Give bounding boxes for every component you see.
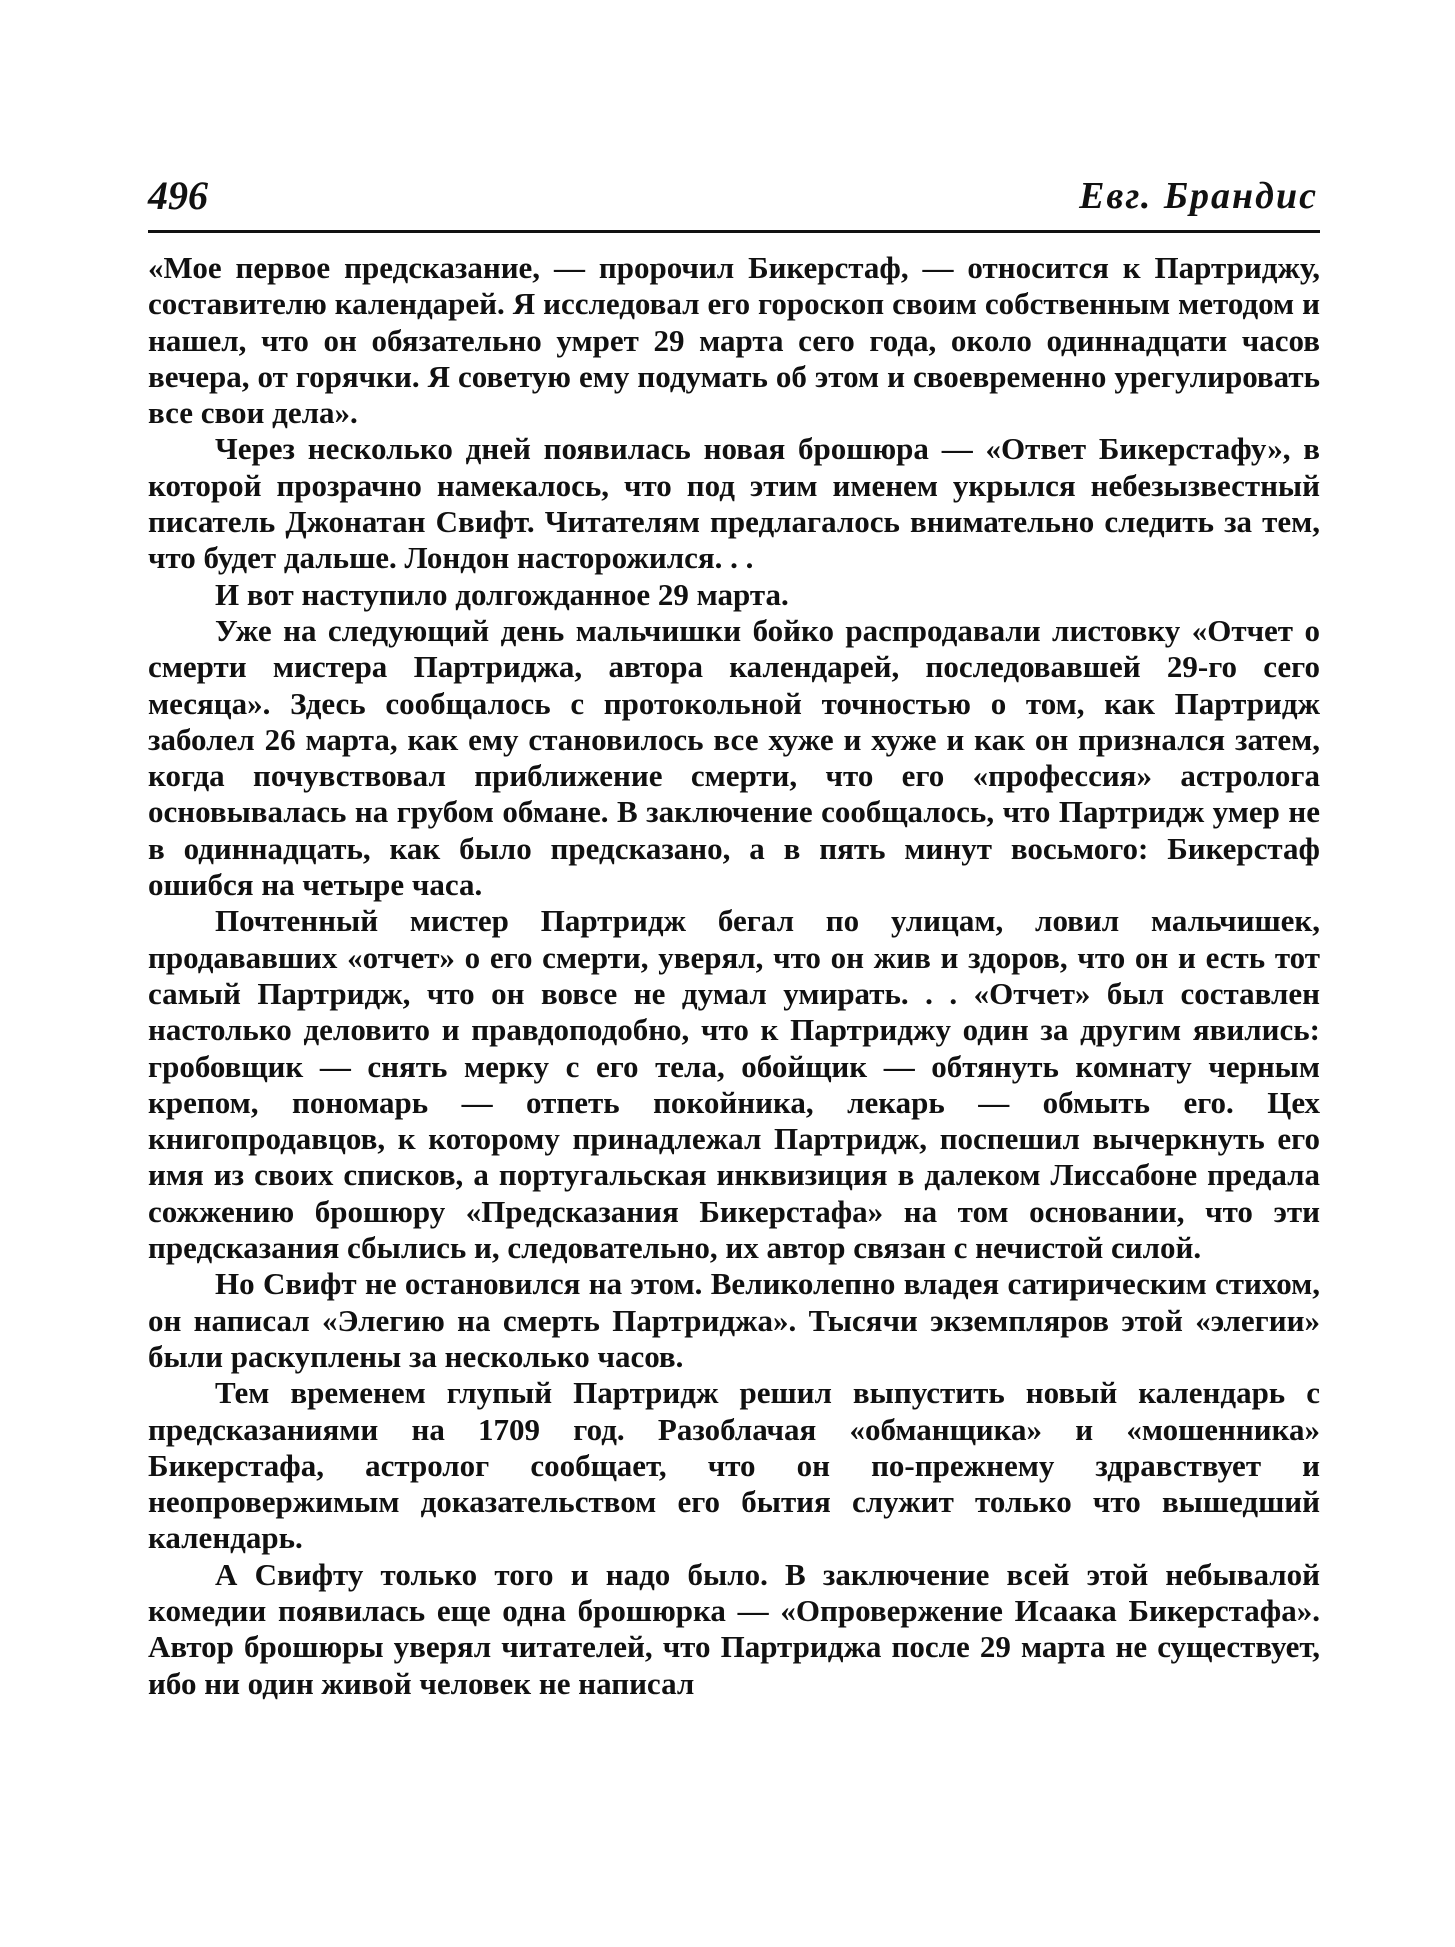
paragraph: И вот наступило долгожданное 29 марта.: [215, 576, 789, 612]
paragraph: Через несколько дней появилась новая брошюра — «Ответ Бикерстафу», в которой прозрачно намекалось, что под этим именем укрылся небезызвестный писатель Джонатан Свифт. Читателям предлагалось внимательно следить за тем, что будет дальше. Лондон насторожился. . .: [148, 431, 1320, 576]
page-header: [148, 168, 1318, 224]
paragraph: Но Свифт не остановился на этом. Великолепно владея сатирическим стихом, он написал «Элегию на смерть Партриджа». Тысячи экземпляров этой «элегии» были раскуплены за несколько часов.: [148, 1266, 1320, 1374]
paragraph: Уже на следующий день мальчишки бойко распродавали листовку «Отчет о смерти мистера Партриджа, автора календарей, последовавшей 29-го сего месяца». Здесь сообщалось с протокольной точностью о том, как Партридж заболел 26 марта, как ему становилось все хуже и хуже и как он признался затем, когда почувствовал приближение смерти, что его «профессия» астролога основывалась на грубом обмане. В заключение сообщалось, что Партридж умер не в одиннадцать, как было предсказано, а в пять минут восьмого: Бикерстаф ошибся на четыре часа.: [148, 612, 1320, 903]
paragraph: Почтенный мистер Партридж бегал по улицам, ловил мальчишек, продававших «отчет» о его смерти, уверял, что он жив и здоров, что он и есть тот самый Партридж, что он вовсе не думал умирать. . . «Отчет» был составлен настолько деловито и правдоподобно, что к Партриджу один за другим явились: гробовщик — снять мерку с его тела, обойщик — обтянуть комнату черным крепом, пономарь — отпеть покойника, лекарь — обмыть его. Цех книгопродавцов, к которому принадлежал Партридж, поспешил вычеркнуть его имя из своих списков, а португальская инквизиция в далеком Лиссабоне предала сожжению брошюру «Предсказания Бикерстафа» на том основании, что эти предсказания сбылись и, следовательно, их автор связан с нечистой силой.: [148, 903, 1320, 1266]
paragraph: А Свифту только того и надо было. В заключение всей этой небывалой комедии появилась еще одна брошюрка — «Опровержение Исаака Бикерстафа». Автор брошюры уверял читателей, что Партриджа после 29 марта не существует, ибо ни один живой человек не написал: [148, 1556, 1320, 1701]
running-head: Евг. Брандис: [1079, 175, 1318, 217]
paragraph: Тем временем глупый Партридж решил выпустить новый календарь с предсказаниями на 1709 год. Разоблачая «обманщика» и «мошенника» Бикерстафа, астролог сообщает, что он по-прежнему здравствует и неопровержимым доказательством его бытия служит только что вышедший календарь.: [148, 1375, 1320, 1556]
paragraph: «Мое первое предсказание, — пророчил Бикерстаф, — относится к Партриджу, составителю календарей. Я исследовал его гороскоп своим собственным методом и нашел, что он обязательно умрет 29 марта сего года, около одиннадцати часов вечера, от горячки. Я советую ему подумать об этом и своевременно урегулировать все свои дела».: [148, 250, 1320, 431]
body-text: [148, 250, 1320, 1702]
page-number: 496: [148, 173, 208, 218]
header-rule: [148, 230, 1320, 233]
